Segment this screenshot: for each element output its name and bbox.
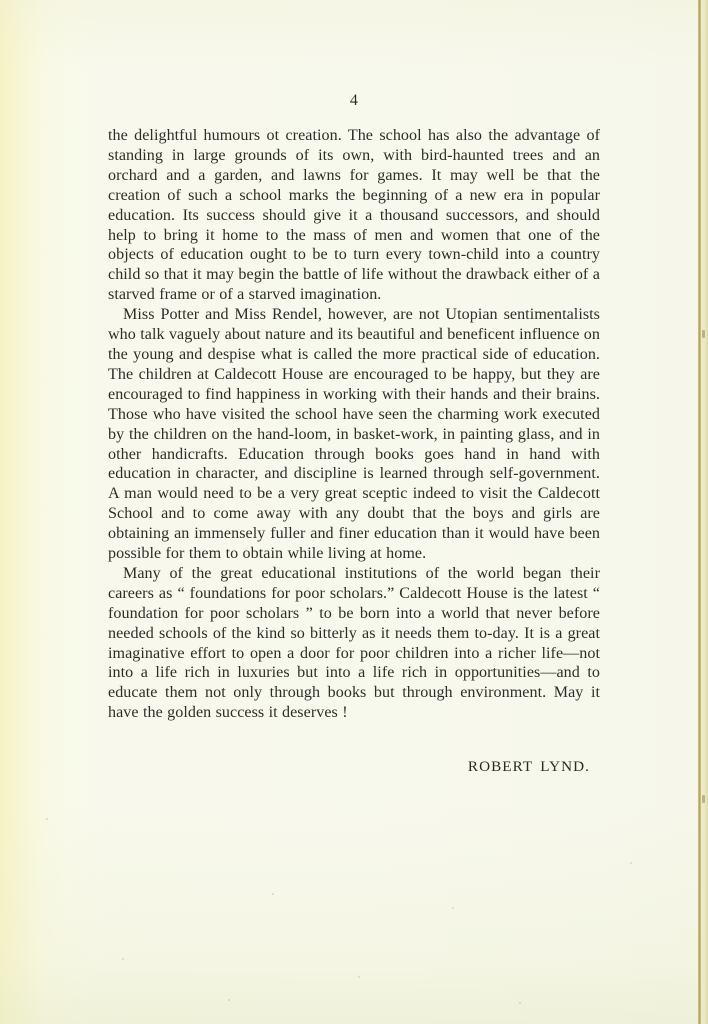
page-number: 4: [349, 92, 359, 109]
page-edge-fleck: [702, 795, 705, 803]
paragraph: Miss Potter and Miss Rendel, however, are not Utopian sentimentalists who talk vaguely about nature and its beautiful and beneficent influence on the young and despise what is called the more practical side of education. The children at Caldecott House are encouraged to be happy, but they are encouraged to find happiness in working with their hands and their brains. Those who have visited the school have seen the charming work executed by the children on the hand-loom, in basket-work, in painting glass, and in other handicrafts. Education through books goes hand in hand with education in character, and discipline is learned through self-government. A man would need to be a very great sceptic indeed to visit the Caldecott School and to come away with any doubt that the boys and girls are obtaining an immensely fuller and finer education than it would have been possible for them to obtain while living at home.: [108, 306, 600, 563]
paragraph: Many of the great educational institutions of the world began their careers as “ foundations for poor scholars.” Caldecott House is the latest “ foundation for poor scholars ” to be born into a world that never before needed schools of the kind so bitterly as it needs them to-day. It is a great imaginative effort to open a door for poor children into a richer life—not into a life rich in luxuries but into a life rich in opportunities—and to educate them not only through books but through environment. May it have the golden success it deserves !: [108, 564, 600, 722]
author-signature: ROBERT LYND.: [467, 758, 590, 775]
body-text-column: [108, 126, 600, 723]
page-edge-outer-margin: [701, 0, 708, 1024]
page-edge-fleck: [702, 330, 705, 338]
paragraph: the delightful humours ot creation. The school has also the advantage of standing in large grounds of its own, with bird-haunted trees and an orchard and a garden, and lawns for games. It may well be that the creation of such a school marks the beginning of a new era in popular education. Its success should give it a thousand successors, and should help to bring it home to the mass of men and women that one of the objects of education ought to be to turn every town-child into a country child so that it may begin the battle of life without the drawback either of a starved frame or of a starved imagination.: [108, 127, 600, 304]
